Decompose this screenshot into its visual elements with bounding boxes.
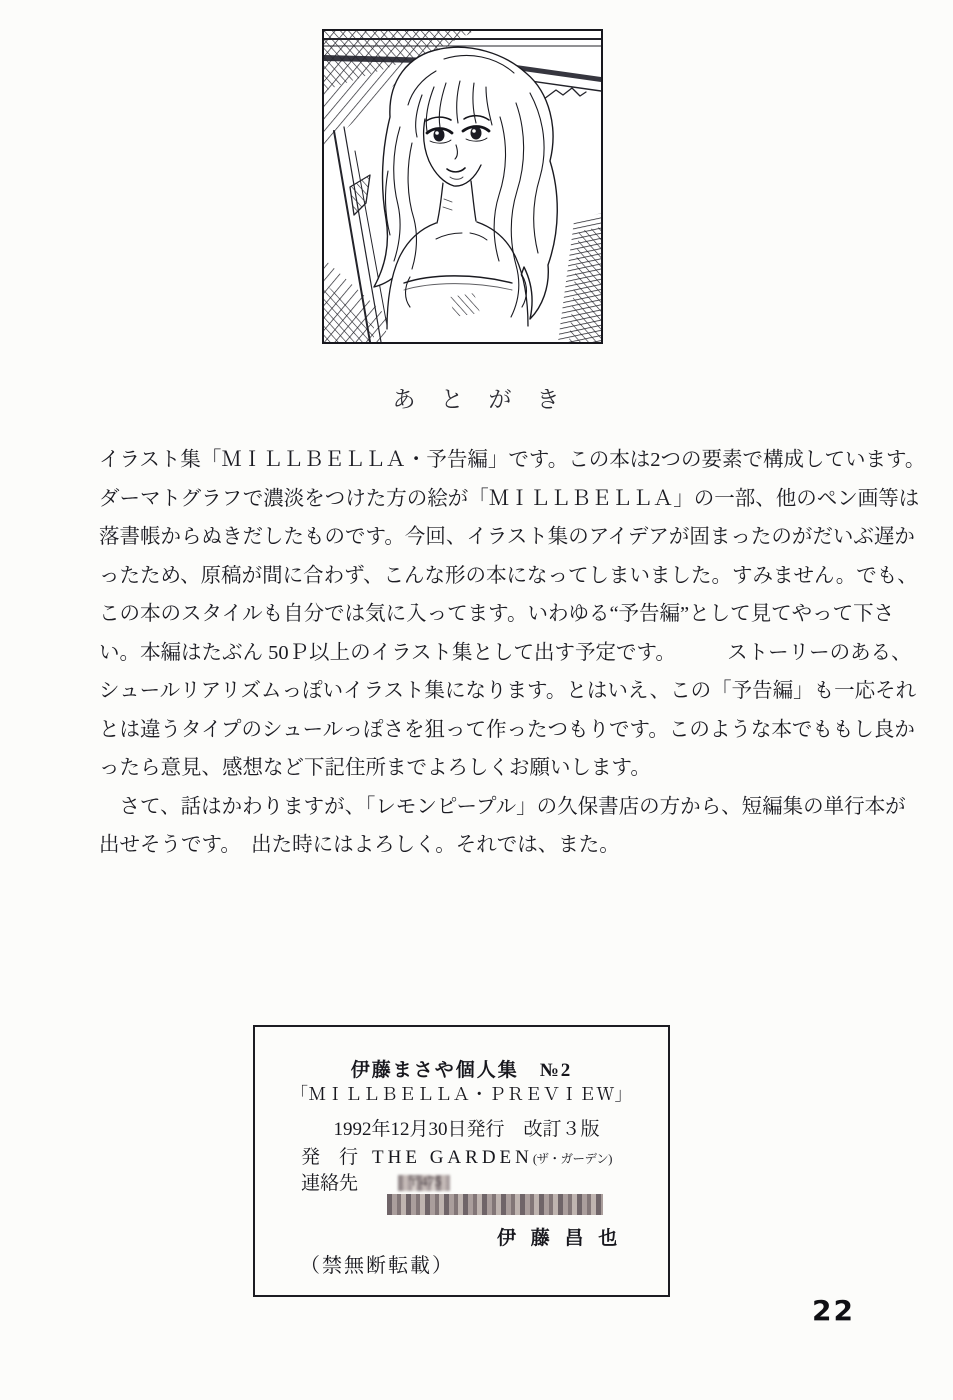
body-line: さて、話はかわりますが、「レモンピープル」の久保書店の方から、短編集の単行本が — [99, 795, 906, 818]
colophon-book-title: 「ＭＩＬＬＢＥＬＬＡ・ＰＲＥＶＩＥＷ」 — [290, 1084, 633, 1104]
censored-postal-code: 〒475 — [398, 1175, 450, 1191]
page-number: 22 — [812, 1294, 855, 1327]
body-line: ったら意見、感想など下記住所までよろしくお願いします。 — [99, 757, 651, 779]
colophon-contact-line — [301, 1168, 450, 1195]
colophon-publisher-line — [301, 1142, 612, 1169]
colophon-series-title: 伊藤まさや個人集 №2 — [350, 1060, 573, 1081]
censored-address-block — [387, 1194, 603, 1215]
colophon-box — [253, 1025, 670, 1297]
body-line: 出せそうです。 出た時にはよろしく。それでは、また。 — [99, 834, 620, 856]
body-line: い。本編はたぶん 50Ｐ以上のイラスト集として出す予定です。 ストーリーのある、 — [99, 641, 912, 664]
publisher-kana: (ザ・ガーデン) — [532, 1152, 612, 1166]
afterword-body — [99, 441, 926, 865]
colophon-copyright-notice: （禁無断転載） — [300, 1255, 454, 1277]
body-line: 落書帳からぬきだしたものです。今回、イラスト集のアイデアが固まったのがだいぶ遅か — [99, 526, 915, 548]
colophon-author: 伊 藤 昌 也 — [497, 1228, 623, 1249]
body-line: シュールリアリズムっぽいイラスト集になります。とはいえ、この「予告編」も一応それ — [99, 680, 917, 702]
body-line: ダーマトグラフで濃淡をつけた方の絵が「ＭＩＬＬＢＥＬＬＡ」の一部、他のペン画等は — [99, 487, 920, 510]
body-line: この本のスタイルも自分では気に入ってます。いわゆる“予告編”として見てやって下さ — [99, 603, 895, 625]
contact-label: 連絡先 — [301, 1173, 359, 1194]
publisher-name: THE GARDEN — [372, 1147, 533, 1168]
illustration-sketch — [324, 31, 601, 342]
body-line: とは違うタイプのシュールっぽさを狙って作ったつもりです。このような本でももし良か — [99, 718, 915, 741]
page-title: あ と が き — [392, 387, 561, 412]
illustration-frame — [322, 29, 603, 344]
body-line: ったため、原稿が間に合わず、こんな形の本になってしまいました。すみません。でも、 — [99, 564, 918, 587]
colophon-edition: 1992年12月30日発行 改訂３版 — [333, 1119, 600, 1140]
publisher-label: 発 行 — [301, 1147, 359, 1168]
body-line: イラスト集「ＭＩＬＬＢＥＬＬＡ・予告編」です。この本は2つの要素で構成しています。 — [99, 449, 926, 471]
